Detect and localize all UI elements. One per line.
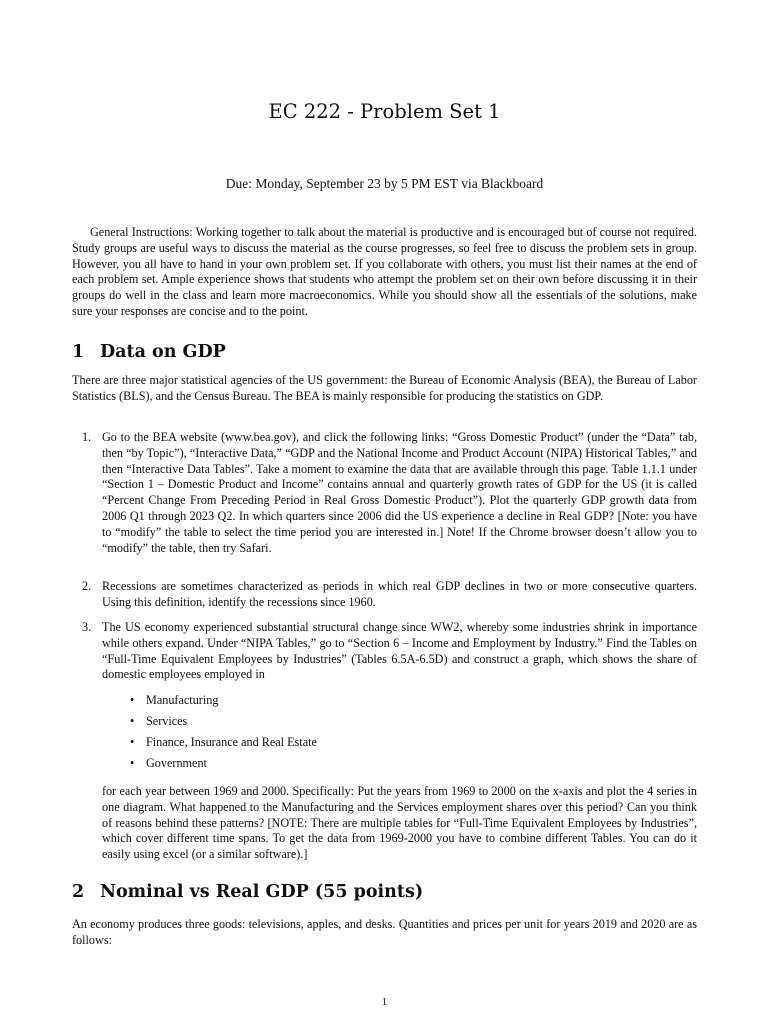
due-date: Due: Monday, September 23 by 5 PM EST via Blackboard	[225, 176, 544, 191]
section-2-number: 2	[72, 882, 85, 902]
section-1-number: 1	[72, 342, 85, 362]
list-item-3-text: The US economy experienced substantial structural change since WW2, whereby some industries shrink in importance while others expand. Under “NIPA Tables,” go to “Section 6 – Income and Employment by Industry.” Find the Tables on “Full-Time Equivalent Employees by Industries” (Tables 6.5A-6.5D) and construct a graph, which shows the share of domestic employees employed in	[102, 620, 697, 682]
bullet-item: • Government	[130, 756, 207, 770]
list-item-3-number: 3.	[82, 620, 92, 634]
bullet-dot-icon: •	[130, 756, 135, 770]
section-2-title: Nominal vs Real GDP (55 points)	[100, 882, 424, 902]
bullet-dot-icon: •	[130, 735, 135, 749]
list-item-2-number: 2.	[82, 579, 92, 593]
section-1-intro: There are three major statistical agencies of the US government: the Bureau of Economic Analysis (BEA), the Bureau of Labor Statistics (BLS), and the Census Bureau. The BEA is mainly responsible for producing the statistics on GDP.	[72, 373, 697, 403]
document-page	[72, 0, 697, 1024]
bullet-item: • Manufacturing	[130, 693, 219, 707]
general-instructions: General Instructions: Working together to talk about the material is productive and is encouraged but of course not required. Study groups are useful ways to discuss the material as the course progresses, so feel free to discuss the problem sets in group. However, you all have to hand in your own problem set. If you collaborate with others, you must list their names at the end of each problem set. Ample experience shows that students who attempt the problem set on their own before discussing it in their groups do well in the class and learn more macroeconomics. While you should show all the essentials of the solutions, make sure your responses are concise and to the point.	[72, 225, 697, 318]
list-item-2-text: Recessions are sometimes characterized as periods in which real GDP declines in two or more consecutive quarters. Using this definition, identify the recessions since 1960.	[102, 579, 697, 609]
list-item-3-continuation: for each year between 1969 and 2000. Specifically: Put the years from 1969 to 2000 on the x-axis and plot the 4 series in one diagram. What happened to the Manufacturing and the Services employment shares over this period? Can you think of reasons behind these patterns? [NOTE: There are multiple tables for “Full-Time Equivalent Employees by Industries”, which cover different time spans. To get the data from 1969-2000 you have to combine different Tables. You can do it easily using excel (or a similar software).]	[102, 784, 697, 862]
section-2-intro: An economy produces three goods: televisions, apples, and desks. Quantities and prices per unit for years 2019 and 2020 are as follows:	[72, 917, 697, 947]
page-number: 1	[381, 996, 388, 1008]
document-title: EC 222 - Problem Set 1	[268, 100, 501, 123]
section-1-title: Data on GDP	[100, 342, 226, 362]
bullet-dot-icon: •	[130, 693, 135, 707]
bullet-dot-icon: •	[130, 714, 135, 728]
list-item-1-number: 1.	[82, 430, 92, 444]
section-1-heading	[72, 342, 226, 362]
list-item-1-text: Go to the BEA website (www.bea.gov), and click the following links: “Gross Domestic Product” (under the “Data” tab, then “by Topic”), “Interactive Data,” “GDP and the National Income and Product Account (NIPA) Historical Tables,” and then “Interactive Data Tables”. Take a moment to examine the data that are available through this page. Table 1.1.1 under “Section 1 – Domestic Product and Income” contains annual and quarterly growth rates of GDP for the US (it is called “Percent Change From Preceding Period in Real Gross Domestic Product”). Plot the quarterly GDP growth data from 2006 Q1 through 2023 Q2. In which quarters since 2006 did the US experience a decline in Real GDP? [Note: you have to “modify” the table to select the time period you are interested in.] Note! If the Chrome browser doesn’t allow you to “modify” the table, then try Safari.	[102, 430, 697, 555]
bullet-item: • Finance, Insurance and Real Estate	[130, 735, 317, 749]
section-2-heading	[72, 882, 423, 902]
bullet-item: • Services	[130, 714, 188, 728]
